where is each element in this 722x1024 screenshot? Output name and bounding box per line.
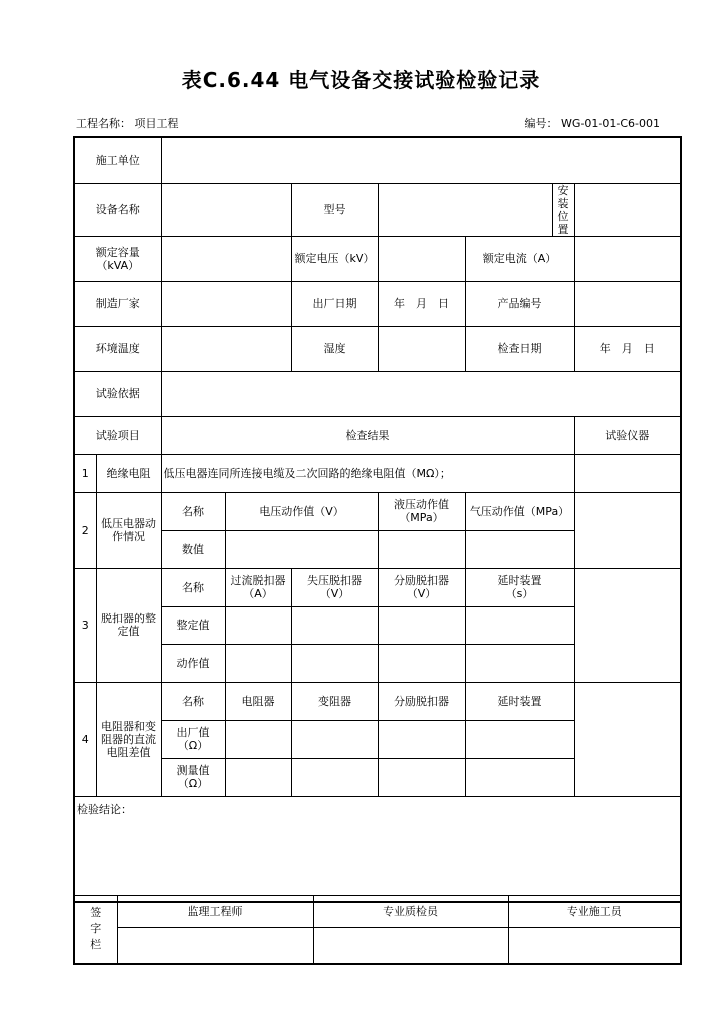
quality-signature[interactable] xyxy=(313,928,508,964)
equipment-name-label: 设备名称 xyxy=(74,183,161,236)
item3-col1-unit: （A） xyxy=(243,587,273,600)
item2-instrument[interactable] xyxy=(574,492,681,568)
rated-current-value[interactable] xyxy=(574,236,681,281)
conclusion-label: 检验结论： xyxy=(77,802,132,816)
item3-col3-unit: （V） xyxy=(406,587,437,600)
item3-number: 3 xyxy=(74,568,96,682)
item2-col-voltage: 电压动作值（V） xyxy=(225,492,378,530)
project-value: 项目工程 xyxy=(134,117,179,130)
item3-col2 xyxy=(291,568,378,606)
item4-row-factory-text: 出厂值 xyxy=(176,726,210,739)
item3-setting-1[interactable] xyxy=(225,606,291,644)
item2-col-name: 名称 xyxy=(161,492,225,530)
inspection-form xyxy=(73,136,682,903)
item3-action-2[interactable] xyxy=(291,644,378,682)
model-label: 型号 xyxy=(291,183,378,236)
item4-row-measured-unit: （Ω） xyxy=(177,777,209,790)
item3-col3 xyxy=(378,568,465,606)
item4-col-name: 名称 xyxy=(161,682,225,720)
install-location-text: 安装位置 xyxy=(557,183,569,236)
test-basis-label: 试验依据 xyxy=(74,371,161,416)
item2-row-value: 数值 xyxy=(161,530,225,568)
constructor-signature[interactable] xyxy=(508,928,681,964)
rated-capacity-value[interactable] xyxy=(161,236,291,281)
item4-row-measured-text: 测量值 xyxy=(176,764,210,777)
item3-col2-unit: （V） xyxy=(319,587,350,600)
item4-factory-2[interactable] xyxy=(291,720,378,758)
item4-col3: 分励脱扣器 xyxy=(378,682,465,720)
supervisor-header: 监理工程师 xyxy=(117,896,313,928)
factory-date-value[interactable]: 年 月 日 xyxy=(378,281,465,326)
item3-setting-2[interactable] xyxy=(291,606,378,644)
inspection-date-label: 检查日期 xyxy=(465,326,574,371)
item3-action-1[interactable] xyxy=(225,644,291,682)
item2-col-hydraulic: 液压动作值（MPa） xyxy=(378,492,465,530)
item4-factory-1[interactable] xyxy=(225,720,291,758)
item4-measured-4[interactable] xyxy=(465,758,574,796)
item3-col1 xyxy=(225,568,291,606)
install-location-label xyxy=(552,183,574,236)
page-title: 表C.6.44 电气设备交接试验检验记录 xyxy=(181,68,541,92)
item1-instrument[interactable] xyxy=(574,454,681,492)
quality-header: 专业质检员 xyxy=(313,896,508,928)
product-number-label: 产品编号 xyxy=(465,281,574,326)
test-basis-value[interactable] xyxy=(161,371,681,416)
signature-block xyxy=(73,895,682,965)
item4-measured-2[interactable] xyxy=(291,758,378,796)
item3-row-action: 动作值 xyxy=(161,644,225,682)
project-label: 工程名称： xyxy=(76,117,131,130)
item2-hydraulic-value[interactable] xyxy=(378,530,465,568)
rated-voltage-label: 额定电压（kV） xyxy=(291,236,378,281)
item3-instrument[interactable] xyxy=(574,568,681,682)
construction-unit-label: 施工单位 xyxy=(74,137,161,183)
item4-col2: 变阻器 xyxy=(291,682,378,720)
rated-capacity-label xyxy=(74,236,161,281)
record-number xyxy=(525,115,660,131)
rated-capacity-text: 额定容量 xyxy=(95,245,140,259)
item3-col2-text: 失压脱扣器 xyxy=(307,574,362,587)
item2-col-pneumatic: 气压动作值（MPa） xyxy=(465,492,574,530)
item1-name: 绝缘电阻 xyxy=(96,454,161,492)
test-instrument-header: 试验仪器 xyxy=(574,416,681,454)
item3-name: 脱扣器的整定值 xyxy=(96,568,161,682)
item3-col3-text: 分励脱扣器 xyxy=(394,574,449,587)
item3-col4-unit: （s） xyxy=(505,587,534,600)
humidity-label: 湿度 xyxy=(291,326,378,371)
number-label: 编号： xyxy=(524,117,558,130)
model-value[interactable] xyxy=(378,183,552,236)
factory-date-label: 出厂日期 xyxy=(291,281,378,326)
item3-action-3[interactable] xyxy=(378,644,465,682)
humidity-value[interactable] xyxy=(378,326,465,371)
signature-label-text: 签字栏 xyxy=(90,906,102,952)
project-info xyxy=(76,115,179,131)
item4-row-factory-unit: （Ω） xyxy=(177,739,209,752)
item4-row-factory xyxy=(161,720,225,758)
item2-number: 2 xyxy=(74,492,96,568)
item4-col1: 电阻器 xyxy=(225,682,291,720)
item4-row-measured xyxy=(161,758,225,796)
item4-instrument[interactable] xyxy=(574,682,681,796)
item2-pneumatic-value[interactable] xyxy=(465,530,574,568)
item4-name: 电阻器和变阻器的直流电阻差值 xyxy=(96,682,161,796)
item4-col4: 延时装置 xyxy=(465,682,574,720)
item3-setting-3[interactable] xyxy=(378,606,465,644)
item1-number: 1 xyxy=(74,454,96,492)
item3-col4-text: 延时装置 xyxy=(497,574,542,587)
item3-action-4[interactable] xyxy=(465,644,574,682)
item3-col-name: 名称 xyxy=(161,568,225,606)
item4-factory-3[interactable] xyxy=(378,720,465,758)
item3-col1-text: 过流脱扣器 xyxy=(230,574,286,587)
supervisor-signature[interactable] xyxy=(117,928,313,964)
product-number-value[interactable] xyxy=(574,281,681,326)
item3-row-setting: 整定值 xyxy=(161,606,225,644)
item3-setting-4[interactable] xyxy=(465,606,574,644)
rated-voltage-value[interactable] xyxy=(378,236,465,281)
rated-capacity-unit: （kVA） xyxy=(96,258,140,272)
manufacturer-value[interactable] xyxy=(161,281,291,326)
rated-current-label: 额定电流（A） xyxy=(465,236,574,281)
signature-label xyxy=(74,896,117,964)
item2-voltage-value[interactable] xyxy=(225,530,378,568)
manufacturer-label: 制造厂家 xyxy=(74,281,161,326)
ambient-temp-label: 环境温度 xyxy=(74,326,161,371)
test-item-header: 试验项目 xyxy=(74,416,161,454)
item4-number: 4 xyxy=(74,682,96,796)
conclusion-cell[interactable] xyxy=(74,796,681,902)
item3-col4 xyxy=(465,568,574,606)
item4-measured-3[interactable] xyxy=(378,758,465,796)
item4-factory-4[interactable] xyxy=(465,720,574,758)
item2-name: 低压电器动作情况 xyxy=(96,492,161,568)
item1-desc[interactable]: 低压电器连同所连接电缆及二次回路的绝缘电阻值（MΩ）； xyxy=(161,454,574,492)
inspection-date-value[interactable]: 年 月 日 xyxy=(574,326,681,371)
construction-unit-value[interactable] xyxy=(161,137,681,183)
number-value: WG-01-01-C6-001 xyxy=(561,117,660,130)
constructor-header: 专业施工员 xyxy=(508,896,681,928)
check-result-header: 检查结果 xyxy=(161,416,574,454)
ambient-temp-value[interactable] xyxy=(161,326,291,371)
equipment-name-value[interactable] xyxy=(161,183,291,236)
item4-measured-1[interactable] xyxy=(225,758,291,796)
